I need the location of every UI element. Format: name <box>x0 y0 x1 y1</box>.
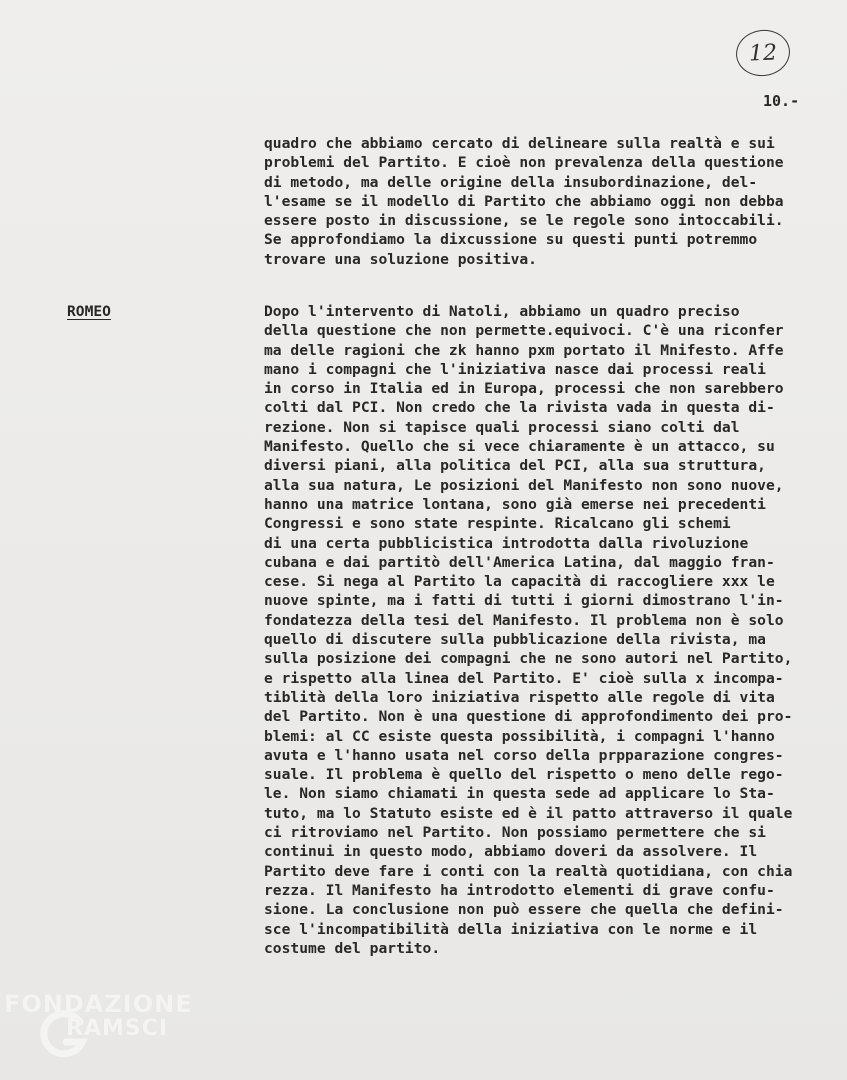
typed-line: problemi del Partito. E cioè non prevalenza della questione <box>264 154 784 172</box>
typed-line: Manifesto. Quello che si vece chiaramente è un attacco, su <box>264 438 775 456</box>
typed-line: Congressi e sono state respinte. Ricalcano gli schemi <box>264 515 731 533</box>
intro-paragraph <box>264 134 844 269</box>
typed-line: sulla posizione dei compagni che ne sono autori nel Partito, <box>264 650 793 668</box>
typed-line: essere posto in discussione, se le regole sono intoccabili. <box>264 212 784 230</box>
typed-line: avuta e l'hanno usata nel corso della prpparazione congres- <box>264 746 784 764</box>
typed-line: e rispetto alla linea del Partito. E' cioè sulla x incompa- <box>264 669 784 687</box>
typed-line: ci ritroviamo nel Partito. Non possiamo permettere che si <box>264 824 766 842</box>
typed-line: colti dal PCI. Non credo che la rivista vada in questa di- <box>264 399 775 417</box>
typed-line: sione. La conclusione non può essere che quella che defini- <box>264 901 784 919</box>
typed-line: diversi piani, alla politica del PCI, alla sua struttura, <box>264 457 766 475</box>
watermark-line-1: FONDAZIONE <box>4 990 193 1018</box>
typed-line: blemi: al CC esiste questa possibilità, i compagni l'hanno <box>264 727 775 745</box>
typed-line: sce l'incompatibilità della iniziativa con le norme e il <box>264 920 758 938</box>
typed-line: di una certa pubblicistica introdotta dalla rivoluzione <box>264 534 749 552</box>
typed-line: suale. Il problema è quello del rispetto o meno delle rego- <box>264 766 784 784</box>
typed-line: Se approfondiamo la dixcussione su questi punti potremmo <box>264 231 758 249</box>
typed-line: rezione. Non si tapisce quali processi siano colti dal <box>264 418 740 436</box>
speaker-label-romeo: ROMEO <box>67 303 111 320</box>
fondazione-gramsci-watermark <box>4 990 214 1070</box>
typed-line: le. Non siamo chiamati in questa sede ad applicare lo Sta- <box>264 785 775 803</box>
typed-line: tiblità della loro iniziativa rispetto alle regole di vita <box>264 688 775 706</box>
watermark-line-2: RAMSCI <box>66 1016 169 1041</box>
typed-line: continui in questo modo, abbiamo doveri da assolvere. Il <box>264 843 758 861</box>
typed-line: nuove spinte, ma i fatti di tutti i giorni dimostrano l'in- <box>264 592 784 610</box>
typed-line: l'esame se il modello di Partito che abbiamo oggi non debba <box>264 192 784 210</box>
typed-line: Partito deve fare i conti con la realtà quotidiana, con chia <box>264 862 793 880</box>
typed-line: quello di discutere sulla pubblicazione della rivista, ma <box>264 631 766 649</box>
typed-line: fondatezza della tesi del Manifesto. Il problema non è solo <box>264 611 784 629</box>
typed-sheet-number: 10.- <box>763 92 800 110</box>
typed-line: Dopo l'intervento di Natoli, abbiamo un quadro preciso <box>264 303 740 320</box>
romeo-speech-paragraph <box>264 302 844 958</box>
typed-line: rezza. Il Manifesto ha introdotto elementi di grave confu- <box>264 881 775 899</box>
typed-line: ma delle ragioni che zk hanno pxm portato il Mnifesto. Affe <box>264 341 784 359</box>
typed-line: di metodo, ma delle origine della insubordinazione, del- <box>264 173 758 191</box>
typed-line: hanno una matrice lontana, sono già emerse nei precedenti <box>264 495 766 513</box>
typed-line: in corso in Italia ed in Europa, processi che non sarebbero <box>264 380 784 398</box>
handwritten-page-number <box>733 26 793 79</box>
typed-line: della questione che non permette.equivoci. C'è una riconfer <box>264 322 784 340</box>
typed-line: alla sua natura, Le posizioni del Manifesto non sono nuove, <box>264 476 784 494</box>
typed-line: tuto, ma lo Statuto esiste ed è il patto attraverso il quale <box>264 804 793 822</box>
handwritten-page-number-text: 12 <box>748 40 778 66</box>
typed-line: del Partito. Non è una questione di approfondimento dei pro- <box>264 708 793 726</box>
typed-line: cese. Si nega al Partito la capacità di raccogliere xxx le <box>264 573 775 591</box>
typed-line: mano i compagni che l'iniziativa nasce dai processi reali <box>264 360 766 378</box>
typed-line: cubana e dai partitò dell'America Latina, dal maggio fran- <box>264 553 775 571</box>
typed-line: quadro che abbiamo cercato di delineare sulla realtà e sui <box>264 135 775 152</box>
typed-line: costume del partito. <box>264 939 441 957</box>
typed-line: trovare una soluzione positiva. <box>264 250 537 268</box>
